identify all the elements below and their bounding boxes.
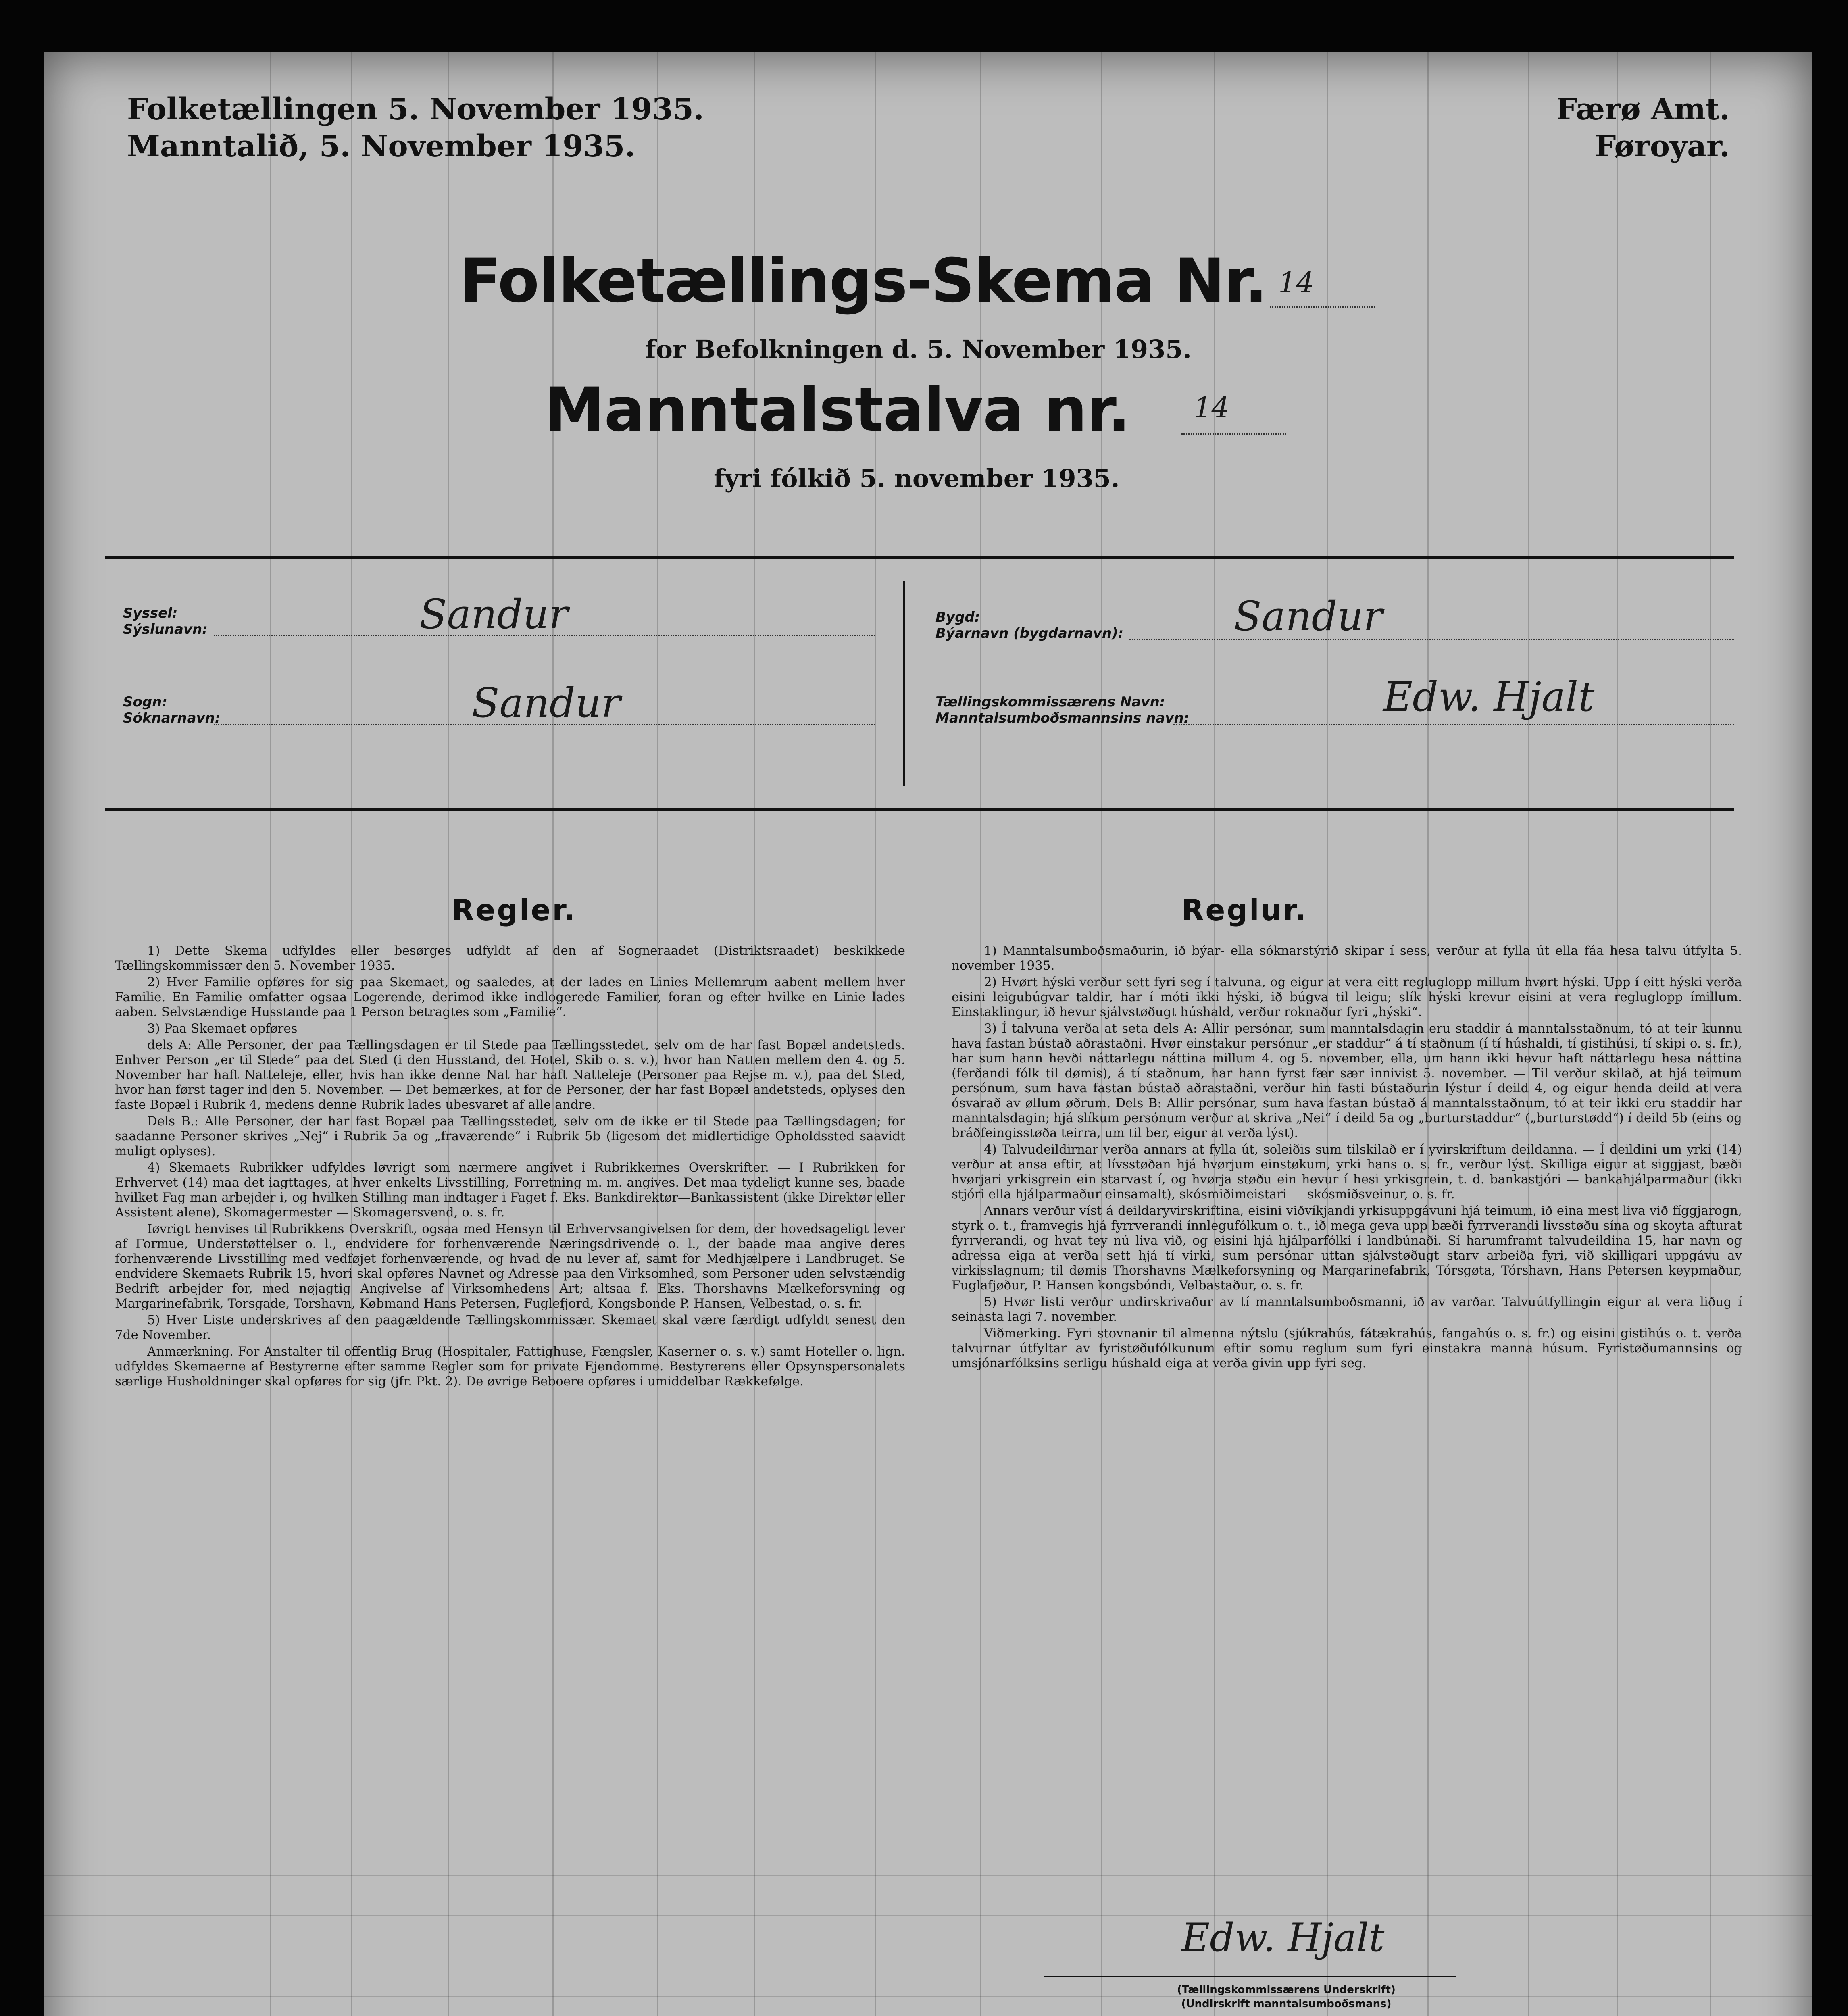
header-rule-bottom: [105, 808, 1734, 811]
rule-fo-paragraph: 1) Manntalsumboðsmaðurin, ið býar- ella sóknarstýrið skipar í sess, verður at fylla út ella fáa hesa talvu útfylta 5. november 1935.: [952, 943, 1742, 973]
byarnavn-label: Býarnavn (bygdarnavn):: [935, 625, 1124, 641]
rule-da-paragraph: Dels B.: Alle Personer, der har fast Bopæl paa Tællingsstedet, selv om de ikke er til Stede paa Tællingsdagen; for saadanne Personer skrives „Nej“ i Rubrik 5a og „fraværende“ i Rubrik 5b (ligesom det midlertidige Opholdssted saavidt muligt oplyses).: [115, 1114, 905, 1158]
rules-faroese-heading: Reglur.: [1181, 893, 1308, 927]
grid-line: [44, 1875, 1812, 1876]
header-right-line2: Føroyar.: [1594, 129, 1730, 164]
census-form-sheet: [44, 52, 1812, 2016]
form-title-faroese: Manntalstalva nr.: [544, 375, 1130, 445]
rule-da-paragraph: 1) Dette Skema udfyldes eller besørges udfyldt af den af Sogneraadet (Distriktsraadet) beskikkede Tællingskommissær den 5. November 1935.: [115, 943, 905, 973]
kommissaer-label: Tællingskommissærens Navn:: [935, 694, 1165, 710]
manntalsumbodsmann-label: Manntalsumboðsmannsins navn:: [935, 710, 1190, 726]
sogn-label: Sogn:: [123, 694, 167, 710]
signature-caption-danish: (Tællingskommissærens Underskrift): [1177, 1984, 1396, 1996]
form-subtitle-faroese: fyri fólkið 5. november 1935.: [714, 464, 1120, 493]
bygd-line: [1129, 639, 1734, 640]
rules-faroese-body: [952, 943, 1742, 1372]
syssel-label: Syssel:: [123, 605, 178, 621]
form-title-danish: Folketællings-Skema Nr.: [460, 246, 1267, 316]
form-number-line: [1181, 433, 1286, 435]
form-number-faroese: 14: [1194, 391, 1230, 424]
rule-fo-paragraph: 4) Talvudeildirnar verða annars at fylla út, soleiðis sum tilskilað er í yvirskriftum deildanna. — Í deildini um yrki (14) verður at ansa eftir, at lívsstøðan hjá hvørjum einstøkum, yrki hans o. s. fr., verður lýst. Skilliga eigur at siggjast, bæði hvørjari yrkisgrein ein starvast í, og hvørja støðu ein hevur í hesi yrkisgrein, t. d. bankastjóri — bankahjálparmaður (ikki stjóri ella hjálparmaður einsamalt), skósmiðimeistari — skósmiðsveinur, o. s. fr.: [952, 1142, 1742, 1202]
kommissaer-value: Edw. Hjalt: [1383, 673, 1595, 721]
sogn-value: Sandur: [472, 679, 621, 727]
rule-fo-paragraph: 2) Hvørt hýski verður sett fyri seg í talvuna, og eigur at vera eitt regluglopp millum hvørt hýski. Upp í eitt hýski verða eisini leigubúgvar taldir, har í móti ikki hýski, ið búgva til leigu; slík hýski krevur eisini at vera regluglopp ímillum. Einstaklingur, ið hevur sjálvstøðugt húshald, verður roknaður fyri „hýski“.: [952, 975, 1742, 1019]
signature-line: [1044, 1976, 1456, 1977]
syslunavn-label: Sýslunavn:: [123, 621, 208, 637]
header-right-line1: Færø Amt.: [1556, 92, 1730, 127]
header-rule-top: [105, 556, 1734, 559]
form-subtitle-danish: for Befolkningen d. 5. November 1935.: [645, 335, 1192, 364]
header-left-line1: Folketællingen 5. November 1935.: [127, 92, 704, 127]
grid-line: [44, 1915, 1812, 1916]
header-left-line2: Manntalið, 5. November 1935.: [127, 129, 635, 164]
form-number-line: [1270, 306, 1375, 308]
rule-fo-paragraph: 3) Í talvuna verða at seta dels A: Allir persónar, sum manntalsdagin eru staddir á manntalsstaðnum, tó at teir kunnu hava fastan bústað aðrastaðni. Hvør einstakur persónur „er staddur“ á tí staðnum (í tí húshaldi, tí gistihúsi, tí skipi o. s. fr.), har sum hann hevði náttarlegu náttina millum 4. og 5. november, ella, um hann ikki hevur haft náttarlegu hesa náttina (ferðandi fólk til dømis), á tí staðnum, har hann fyrst fær sær innivist 5. november. — Til verður skilað, at hjá teimum persónum, sum hava fastan bústað aðrastaðni, verður hin fasti bústaðurin lýstur í deild 4, og eigur henda deild at vera ósvarað av øllum øðrum. Dels B: Allir persónar, sum hava fastan bústað á manntalsstaðnum, tó at teir ikki eru staddir har manntalsdagin; hjá slíkum persónum verður at skriva „Nei“ í deild 5a og „burturstaddur“ („burturstødd“) í deild 5b (eins og bráðfeingisstøða teirra, um til ber, eigur at verða lýst).: [952, 1021, 1742, 1140]
rules-danish-heading: Regler.: [452, 893, 577, 927]
rule-fo-paragraph: Annars verður víst á deildaryvirskriftina, eisini viðvíkjandi yrkisuppgávuni hjá teimum, ið eina mest liva við fíggjarogn, styrk o. t., framvegis hjá fyrrverandi ínnlegufólkum o. t., ið mega geva upp bæði fyrrverandi lívsstøðu sína og skoyta afturat fyrrverandi, og hvat tey nú liva við, og eisini hjá hjálparfólki í landbúnaði. Sí harumframt talvudeildina 15, har navn og adressa eiga at verða sett hjá tí virki, sum persónar uttan sjálvstøðugt starv arbeiða fyri, við skilligari uppgávu av virkisslagnum; til dømis Thorshavns Mælkeforsyning og Margarinefabrik, Tórsgøta, Tórshavn, Hans Petersen keypmaður, Fuglafjøður, P. Hansen kongsbóndi, Velbastaður, o. s. fr.: [952, 1204, 1742, 1293]
rule-da-paragraph: 3) Paa Skemaet opføres: [147, 1021, 298, 1036]
rule-da-paragraph: 4) Skemaets Rubrikker udfyldes løvrigt som nærmere angivet i Rubrikkernes Overskrifter. — I Rubrikken for Erhvervet (14) maa det iagttages, at hver enkelts Livsstilling, Forretning m. m. angives. Det maa tydeligt kunne ses, baade hvilket Fag man arbejder i, og hvilken Stilling man indtager i Faget f. Eks. Bankdirektør—Bankassistent (ikke Direktør eller Assistent alene), Skomagermester — Skomagersvend, o. s. fr.: [115, 1160, 905, 1220]
rule-da-paragraph: 2) Hver Familie opføres for sig paa Skemaet, og saaledes, at der lades en Linies Mellemrum aabent mellem hver Familie. En Familie omfatter ogsaa Logerende, derimod ikke indlogerede Familier, foran og efter hvilke en Linie lades aaben. Selvstændige Husstande paa 1 Person betragtes som „Familie“.: [115, 975, 905, 1019]
bygd-value: Sandur: [1234, 593, 1383, 640]
rules-danish-body: [115, 943, 905, 1391]
rule-fo-paragraph: 5) Hvør listi verður undirskrivaður av tí manntalsumboðsmanni, ið av varðar. Talvuútfyllingin eigur at vera liðug í seinasta lagi 7. november.: [952, 1295, 1742, 1324]
rule-da-paragraph: 5) Hver Liste underskrives af den paagældende Tællingskommissær. Skemaet skal være færdigt udfyldt senest den 7de November.: [115, 1313, 905, 1342]
rule-da-paragraph: Iøvrigt henvises til Rubrikkens Overskrift, ogsaa med Hensyn til Erhvervsangivelsen for dem, der hovedsageligt lever af Formue, Understøttelser o. l., endvidere for forhenværende Næringsdrivende o. l., der baade maa angive deres forhenværende Livsstilling med vedføjet forhenværende, og hvad de nu lever af, samt for Medhjælpere i Landbruget. Se endvidere Skemaets Rubrik 15, hvori skal opføres Navnet og Adresse paa den Virksomhed, som Personer uden selvstændig Bedrift arbejder for, med nøjagtig Angivelse af Virksomhedens Art; altsaa f. Eks. Thorshavns Mælkeforsyning og Margarinefabrik, Torsgade, Torshavn, Købmand Hans Petersen, Fuglefjord, Kongsbonde P. Hansen, Velbestad, o. s. fr.: [115, 1222, 905, 1311]
grid-line: [44, 1996, 1812, 1997]
bygd-label: Bygd:: [935, 609, 980, 625]
soknarnavn-label: Sóknarnavn:: [123, 710, 221, 726]
rule-da-paragraph: dels A: Alle Personer, der paa Tællingsdagen er til Stede paa Tællingsstedet, selv om de har fast Bopæl andetsteds. Enhver Person „er til Stede“ paa det Sted (i den Husstand, det Hotel, Skib o. s. v.), hvor han Natten mellem den 4. og 5. November har haft Natteleje, eller, hvis han ikke denne Nat har haft Natteleje (Personer paa Rejse m. v.), paa det Sted, hvor han først tager ind den 5. November. — Det bemærkes, at for de Personer, der har fast Bopæl andetsteds, oplyses den faste Bopæl i Rubrik 4, medens denne Rubrik lades ubesvaret af alle andre.: [115, 1038, 905, 1112]
field-divider: [903, 581, 905, 786]
syssel-value: Sandur: [419, 591, 568, 638]
signature-caption-faroese: (Undirskrift manntalsumboðsmans): [1181, 1998, 1392, 2010]
kommissaer-line: [1173, 724, 1734, 725]
form-number-danish: 14: [1278, 266, 1315, 299]
rule-da-paragraph: Anmærkning. For Anstalter til offentlig Brug (Hospitaler, Fattighuse, Fængsler, Kaserner o. s. v.) samt Hoteller o. lign. udfyldes Skemaerne af Bestyrerne efter samme Regler som for private Ejendomme. Bestyrerens eller Opsynspersonalets særlige Husholdninger skal opføres for sig (jfr. Pkt. 2). De øvrige Beboere opføres i umiddelbar Rækkefølge.: [115, 1344, 905, 1389]
signature: Edw. Hjalt: [1181, 1915, 1385, 1960]
rule-fo-paragraph: Viðmerking. Fyri stovnanir til almenna nýtslu (sjúkrahús, fátækrahús, fangahús o. s. fr.) og eisini gistihús o. t. verða talvurnar útfyltar av fyristøðufólkunum eftir somu reglum sum fyri einstakra manna húsum. Fyristøðumannsins og umsjónarfólksins serligu húshald eiga at verða givin upp fyri seg.: [952, 1326, 1742, 1370]
